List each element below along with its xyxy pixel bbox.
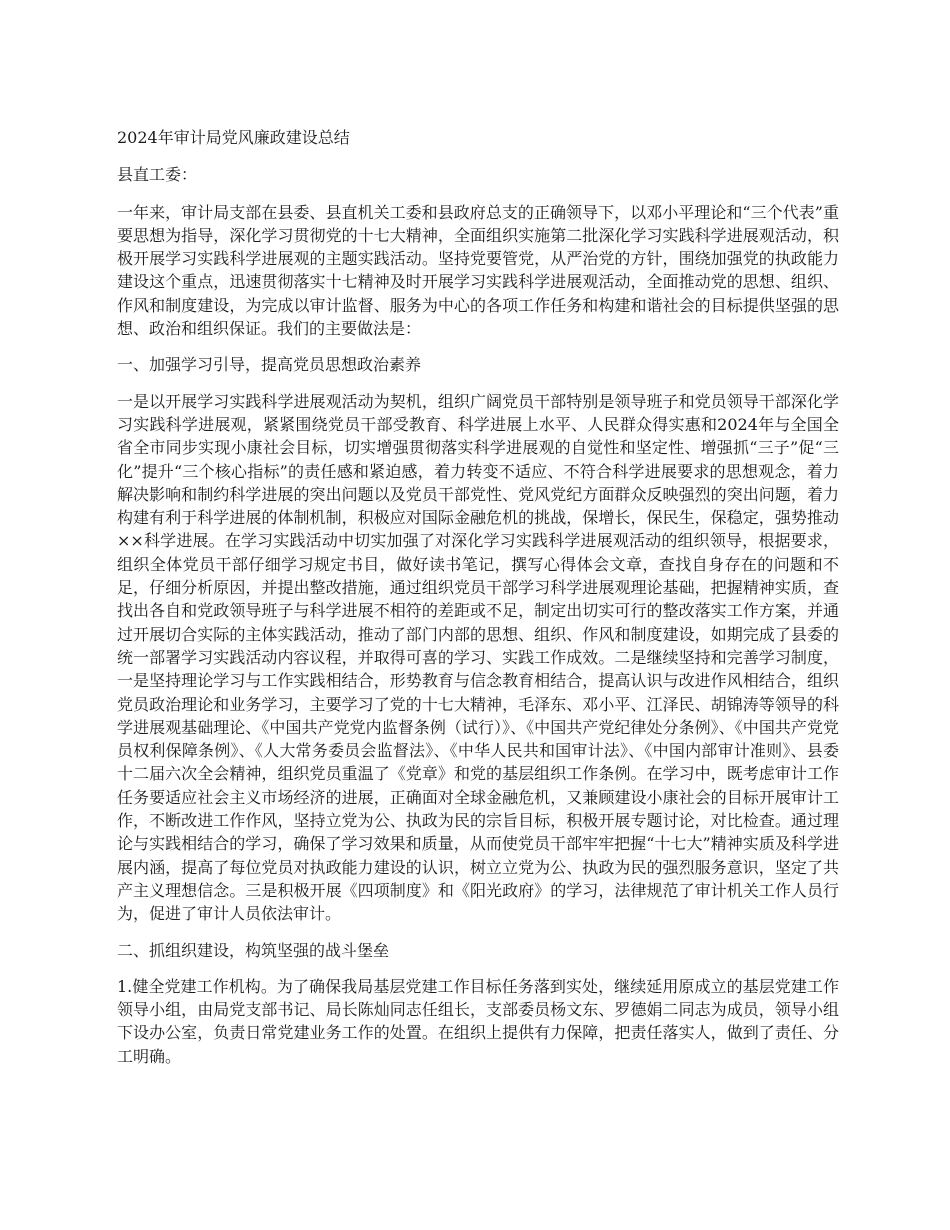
document-page: [117, 126, 839, 1081]
document-title: 2024年审计局党风廉政建设总结: [117, 128, 350, 147]
section-heading-2: 二、抓组织建设，构筑坚强的战斗堡垒: [117, 940, 390, 960]
section-body-2: 1.健全党建工作机构。为了确保我局基层党建工作目标任务落到实处，继续延用原成立的基层党建工作领导小组，由局党支部书记、局长陈灿同志任组长，支部委员杨文东、罗德娟二同志为成员，领导小组下设办公室，负责日常党建业务工作的处置。在组织上提供有力保障，把责任落实人，做到了责任、分工明确。: [117, 976, 839, 1066]
salutation: 县直工委：: [117, 165, 198, 185]
section-heading-1: 一、加强学习引导，提高党员思想政治素养: [117, 355, 422, 375]
intro-paragraph: 一年来，审计局支部在县委、县直机关工委和县政府总支的正确领导下，以邓小平理论和“三个代表”重要思想为指导，深化学习贯彻党的十七大精神，全面组织实施第二批深化学习实践科学进展观活动，积极开展学习实践科学进展观的主题实践活动。坚持党要管党，从严治党的方针，围绕加强党的执政能力建设这个重点，迅速贯彻落实十七精神及时开展学习实践科学进展观活动，全面推动党的思想、组织、作风和制度建设，为完成以审计监督、服务为中心的各项工作任务和构建和谐社会的目标提供坚强的思想、政治和组织保证。我们的主要做法是：: [117, 202, 839, 339]
section-body-1: 一是以开展学习实践科学进展观活动为契机，组织广阔党员干部特别是领导班子和党员领导干部深化学习实践科学进展观，紧紧围绕党员干部受教育、科学进展上水平、人民群众得实惠和2024年与全国全省全市同步实现小康社会目标，切实增强贯彻落实科学进展观的自觉性和坚定性、增强抓“三子”促“三化”提升“三个核心指标”的责任感和紧迫感，着力转变不适应、不符合科学进展要求的思想观念，着力解决影响和制约科学进展的突出问题以及党员干部党性、党风党纪方面群众反映强烈的突出问题，着力构建有利于科学进展的体制机制，积极应对国际金融危机的挑战，保增长，保民生，保稳定，强势推动××科学进展。在学习实践活动中切实加强了对深化学习实践科学进展观活动的组织领导，根据要求，组织全体党员干部仔细学习规定书目，做好读书笔记，撰写心得体会文章，查找自身存在的问题和不足，仔细分析原因，并提出整改措施，通过组织党员干部学习科学进展观理论基础，把握精神实质，查找出各自和党政领导班子与科学进展不相符的差距或不足，制定出切实可行的整改落实工作方案，并通过开展切合实际的主体实践活动，推动了部门内部的思想、组织、作风和制度建设，如期完成了县委的统一部署学习实践活动内容议程，并取得可喜的学习、实践工作成效。二是继续坚持和完善学习制度，一是坚持理论学习与工作实践相结合，形势教育与信念教育相结合，提高认识与改进作风相结合，组织党员政治理论和业务学习，主要学习了党的十七大精神，毛泽东、邓小平、江泽民、胡锦涛等领导的科学进展观基础理论、《中国共产党党内监督条例（试行）》、《中国共产党纪律处分条例》、《中国共产党党员权利保障条例》、《人大常务委员会监督法》、《中华人民共和国审计法》、《中国内部审计准则》、县委十二届六次全会精神，组织党员重温了《党章》和党的基层组织工作条例。在学习中，既考虑审计工作任务要适应社会主义市场经济的进展，正确面对全球金融危机，又兼顾建设小康社会的目标开展审计工作，不断改进工作作风，坚持立党为公、执政为民的宗旨目标，积极开展专题讨论，对比检查。通过理论与实践相结合的学习，确保了学习效果和质量，从而使党员干部牢牢把握“十七大”精神实质及科学进展内涵，提高了每位党员对执政能力建设的认识，树立立党为公、执政为民的强烈服务意识，坚定了共产主义理想信念。三是积极开展《四项制度》和《阳光政府》的学习，法律规范了审计机关工作人员行为，促进了审计人员依法审计。: [117, 391, 839, 924]
